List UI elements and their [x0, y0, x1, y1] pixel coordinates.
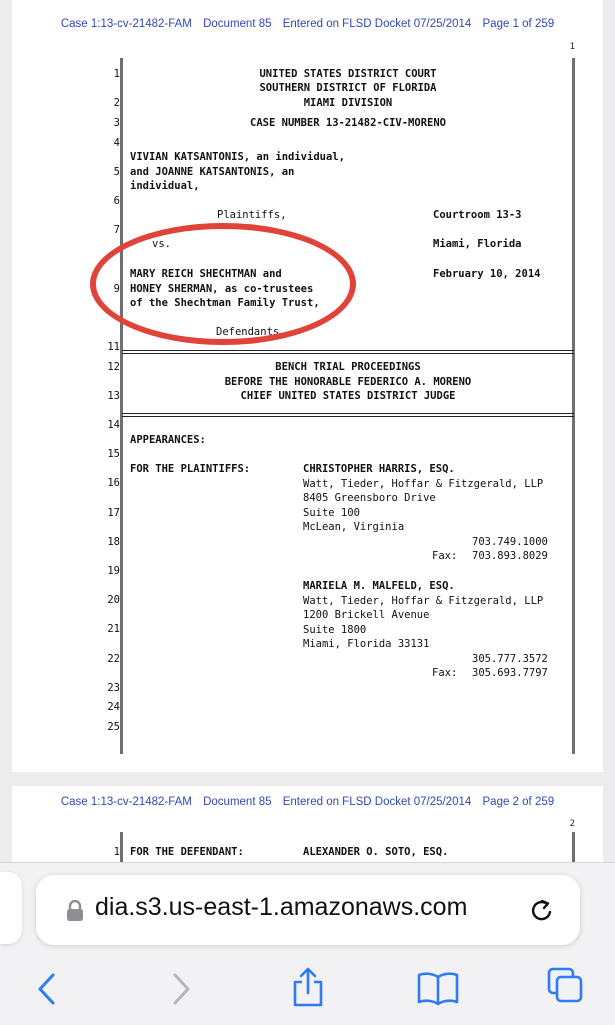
- plaintiffs-counsel-label: FOR THE PLAINTIFFS:: [130, 463, 251, 475]
- line-number: 12: [107, 361, 120, 373]
- plaintiff-name-line: individual,: [130, 180, 200, 192]
- line-number: 15: [107, 448, 120, 460]
- district-name: SOUTHERN DISTRICT OF FLORIDA: [259, 82, 437, 94]
- line-number: 25: [107, 721, 120, 733]
- counsel-phone: 703.749.1000: [472, 536, 548, 548]
- counsel-name: MARIELA M. MALFELD, ESQ.: [303, 580, 455, 592]
- back-icon[interactable]: [36, 972, 58, 1006]
- line-number: 17: [107, 507, 120, 519]
- divider: [122, 350, 574, 351]
- docket-stamp: [12, 796, 603, 808]
- counsel-name: ALEXANDER O. SOTO, ESQ.: [303, 846, 449, 858]
- line-number: 14: [107, 419, 120, 431]
- proceedings-title: BENCH TRIAL PROCEEDINGS: [275, 361, 421, 373]
- line-number: 1: [113, 846, 120, 858]
- line-number: 21: [107, 623, 120, 635]
- stamp-page: Page 2 of 259: [482, 796, 555, 808]
- counsel-fax: 703.893.8029: [472, 550, 548, 562]
- divider: [122, 353, 574, 354]
- stamp-document: Document 85: [203, 796, 272, 808]
- page-number: 1: [569, 42, 575, 52]
- right-margin-rule: [572, 58, 575, 754]
- division-name: MIAMI DIVISION: [303, 97, 393, 109]
- line-number: 3: [113, 117, 120, 129]
- defendant-name-line: HONEY SHERMAN, as co-trustees: [130, 283, 314, 295]
- lock-icon: [66, 900, 84, 922]
- line-number: 7: [113, 224, 120, 236]
- plaintiff-name-line: and JOANNE KATSANTONIS, an: [130, 166, 295, 178]
- line-number: 2: [113, 97, 120, 109]
- counsel-address: 1200 Brickell Avenue: [303, 609, 430, 621]
- counsel-address: 8405 Greensboro Drive: [303, 492, 436, 504]
- courtroom: Courtroom 13-3: [433, 209, 522, 221]
- counsel-city: Miami, Florida 33131: [303, 638, 430, 650]
- counsel-name: CHRISTOPHER HARRIS, ESQ.: [303, 463, 455, 475]
- counsel-fax-label: Fax:: [432, 667, 458, 679]
- url-text[interactable]: dia.s3.us-east-1.amazonaws.com: [95, 893, 468, 921]
- line-number: 23: [107, 682, 120, 694]
- previous-tab-card[interactable]: [0, 872, 22, 944]
- versus: vs.: [152, 238, 171, 250]
- forward-icon[interactable]: [170, 972, 192, 1006]
- divider: [122, 413, 574, 414]
- share-icon[interactable]: [290, 966, 326, 1008]
- line-number: 9: [113, 283, 120, 295]
- stamp-page: Page 1 of 259: [482, 18, 555, 30]
- line-number: 4: [113, 137, 120, 149]
- defendant-counsel-label: FOR THE DEFENDANT:: [130, 846, 244, 858]
- line-number: 18: [107, 536, 120, 548]
- stamp-case: Case 1:13-cv-21482-FAM: [60, 18, 192, 30]
- line-number: 11: [107, 341, 120, 353]
- defendants-label: Defendants.: [216, 326, 286, 338]
- divider: [122, 416, 574, 417]
- line-number: 24: [107, 701, 120, 713]
- line-number: 20: [107, 594, 120, 606]
- proceedings-judge: BEFORE THE HONORABLE FEDERICO A. MORENO: [224, 376, 472, 388]
- appearances-heading: APPEARANCES:: [130, 434, 206, 446]
- counsel-firm: Watt, Tieder, Hoffar & Fitzgerald, LLP: [303, 478, 544, 490]
- left-margin-rule: [120, 58, 123, 754]
- counsel-suite: Suite 1800: [303, 624, 367, 636]
- counsel-suite: Suite 100: [303, 507, 360, 519]
- line-number: 5: [113, 166, 120, 178]
- plaintiffs-label: Plaintiffs,: [217, 209, 287, 221]
- hearing-location: Miami, Florida: [433, 238, 522, 250]
- bookmarks-icon[interactable]: [416, 970, 460, 1006]
- counsel-fax-label: Fax:: [432, 550, 458, 562]
- page-number: 2: [569, 819, 575, 829]
- counsel-phone: 305.777.3572: [472, 653, 548, 665]
- docket-stamp: [12, 18, 603, 30]
- line-number: 1: [113, 68, 120, 80]
- counsel-fax: 305.693.7797: [472, 667, 548, 679]
- counsel-firm: Watt, Tieder, Hoffar & Fitzgerald, LLP: [303, 595, 544, 607]
- proceedings-judge-title: CHIEF UNITED STATES DISTRICT JUDGE: [240, 390, 456, 402]
- line-number: 22: [107, 653, 120, 665]
- case-number: CASE NUMBER 13-21482-CIV-MORENO: [250, 117, 446, 129]
- counsel-city: McLean, Virginia: [303, 521, 405, 533]
- line-number: 16: [107, 477, 120, 489]
- court-name: UNITED STATES DISTRICT COURT: [259, 68, 437, 80]
- stamp-case: Case 1:13-cv-21482-FAM: [60, 796, 192, 808]
- line-number: 6: [113, 195, 120, 207]
- line-number: 13: [107, 390, 120, 402]
- tabs-icon[interactable]: [546, 966, 586, 1006]
- line-number: 19: [107, 565, 120, 577]
- stamp-document: Document 85: [203, 18, 272, 30]
- reload-icon[interactable]: [528, 897, 556, 925]
- defendant-name-line: of the Shechtman Family Trust,: [130, 297, 320, 309]
- hearing-date: February 10, 2014: [433, 268, 541, 280]
- plaintiff-name-line: VIVIAN KATSANTONIS, an individual,: [130, 151, 345, 163]
- defendant-name-line: MARY REICH SHECHTMAN and: [130, 268, 282, 280]
- stamp-entered: Entered on FLSD Docket 07/25/2014: [282, 18, 472, 30]
- stamp-entered: Entered on FLSD Docket 07/25/2014: [282, 796, 472, 808]
- document-page-1: [12, 0, 603, 772]
